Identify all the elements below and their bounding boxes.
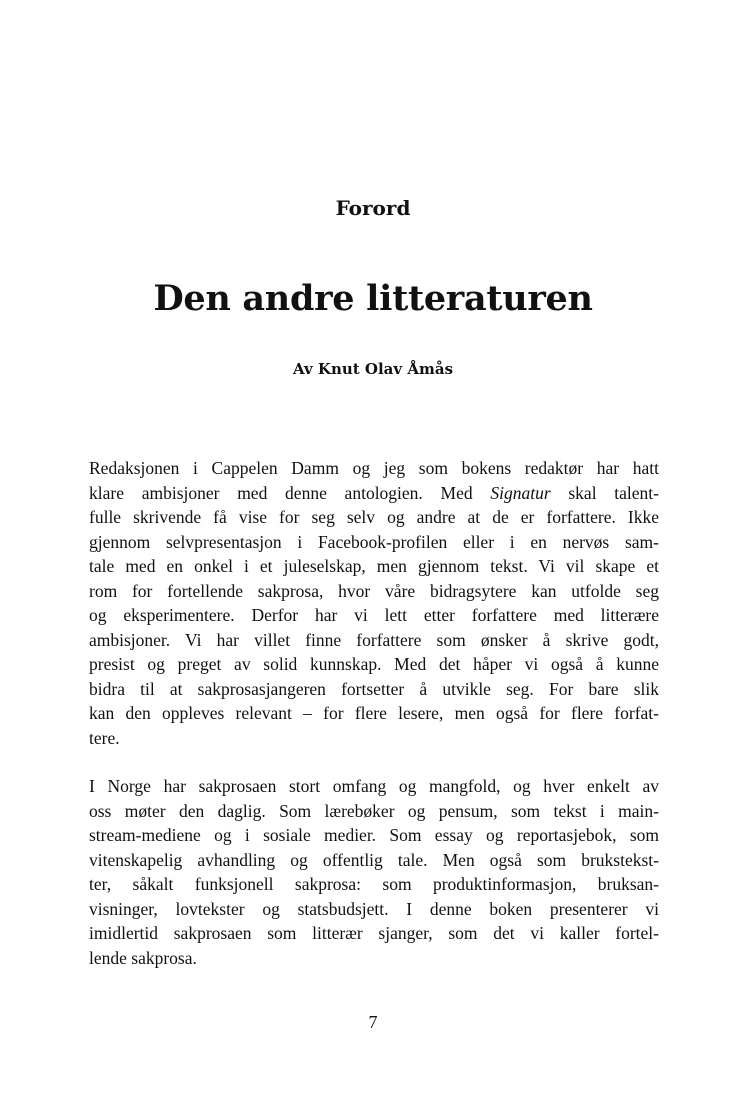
text-line: gjennom selvpresentasjon i Facebook-profilen eller i en nervøs sam- — [89, 531, 659, 552]
text-line: og eksperimentere. Derfor har vi lett etter forfattere med litterære — [89, 605, 659, 625]
text-line: tale med en onkel i et juleselskap, men gjennom tekst. Vi vil skape et — [89, 556, 659, 576]
text-line: imidlertid sakprosaen som litterær sjanger, som det vi kaller fortel- — [89, 923, 659, 943]
text-segment: skal talent- — [550, 482, 659, 503]
paragraph-spacer — [89, 750, 659, 774]
text-line: tere. — [89, 727, 120, 748]
text-line: vitenskapelig avhandling og offentlig tale. Men også som brukstekst- — [89, 849, 659, 870]
text-line: oss møter den daglig. Som lærebøker og pensum, som tekst i main- — [89, 800, 659, 821]
text-line: bidra til at sakprosasjangeren fortsetter å utvikle seg. For bare slik — [89, 678, 659, 699]
text-line: stream-mediene og i sosiale medier. Som essay og reportasjebok, som — [89, 825, 659, 845]
text-line: presist og preget av solid kunnskap. Med det håper vi også å kunne — [89, 654, 659, 674]
italic-title: Signatur — [490, 482, 551, 503]
body-text — [89, 456, 659, 970]
paragraph-2 — [89, 774, 659, 970]
chapter-title: Den andre litteraturen — [153, 278, 593, 319]
text-line: rom for fortellende sakprosa, hvor våre bidragsytere kan utfolde seg — [89, 580, 659, 601]
text-line: ambisjoner. Vi har villet finne forfattere som ønsker å skrive godt, — [89, 629, 659, 650]
paragraph-1 — [89, 456, 659, 750]
text-line: ter, såkalt funksjonell sakprosa: som produktinformasjon, bruksan- — [89, 874, 659, 894]
text-line: visninger, lovtekster og statsbudsjett. I denne boken presenterer vi — [89, 898, 659, 919]
text-line: Redaksjonen i Cappelen Damm og jeg som bokens redaktør har hatt — [89, 458, 659, 478]
text-line: I Norge har sakprosaen stort omfang og mangfold, og hver enkelt av — [89, 776, 659, 796]
text-line: fulle skrivende få vise for seg selv og andre at de er forfattere. Ikke — [89, 507, 659, 527]
text-line: lende sakprosa. — [89, 947, 197, 968]
text-segment: klare ambisjoner med denne antologien. Med — [89, 482, 491, 503]
page-number: 7 — [368, 1012, 378, 1032]
text-line — [89, 481, 659, 506]
section-label: Forord — [335, 196, 411, 220]
byline: Av Knut Olav Åmås — [292, 360, 454, 378]
text-line: kan den oppleves relevant – for flere lesere, men også for flere forfat- — [89, 703, 659, 723]
